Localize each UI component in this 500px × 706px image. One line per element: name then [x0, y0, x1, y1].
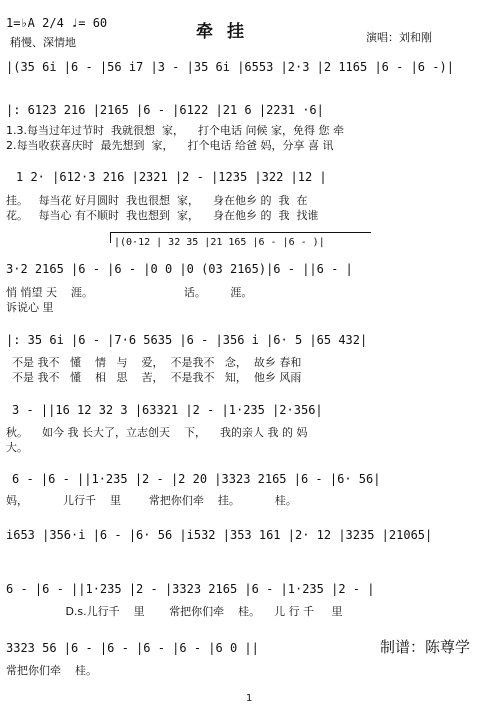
tempo-marking: 稍慢、深情地: [10, 36, 76, 49]
score-system-10-lyric-1: 常把你们牵 桂。: [6, 664, 97, 677]
score-system-10-notes: 3323 56 |6 - |6 - |6 - |6 - |6 0 ||: [6, 641, 259, 655]
score-system-2-notes: |: 6123 216 |2165 |6 - |6122 |21 6 |2231 ·6|: [6, 103, 324, 117]
score-system-3-lyric-1: 挂。 每当花 好月圆时 我也很想 家， 身在他乡 的 我 在: [6, 194, 308, 207]
score-system-6-notes: 3 - ||16 12 32 3 |63321 |2 - |1·235 |2·356|: [12, 403, 323, 417]
score-system-9-lyric-1: D.s.儿行千 里 常把你们牵 桂。 儿 行 千 里: [6, 605, 343, 618]
page-number: 1: [246, 693, 253, 704]
interlude-notes: |(0·12 | 32 35 |21 165 |6 - |6 - )|: [114, 237, 325, 248]
score-system-6-lyric-2: 大。: [6, 441, 28, 454]
score-system-6-lyric-1: 秋。 如今 我 长大了，立志创天 下， 我的亲人 我 的 妈: [6, 426, 308, 439]
score-system-7-notes: 6 - |6 - ||1·235 |2 - |2 20 |3323 2165 |6 - |6· 56|: [12, 472, 381, 486]
key-signature: 1=♭A 2/4 ♩= 60: [6, 16, 108, 30]
score-system-2-lyric-1: 1.3.每当过年过节时 我就很想 家， 打个电话 问候 家，免得 您 牵: [6, 124, 344, 137]
score-system-3-notes: 1 2· |612·3 216 |2321 |2 - |1235 |322 |12 |: [16, 170, 327, 184]
score-system-5-lyric-2: 不是 我不 懂 相 思 苦， 不是我不 知， 他乡 风雨: [12, 371, 302, 384]
singer-credit: 演唱：刘和刚: [366, 31, 432, 44]
score-system-4-notes: 3·2 2165 |6 - |6 - |0 0 |0 (03 2165)|6 - ||6 - |: [6, 262, 353, 276]
score-system-1-notes: |(35 6i |6 - |56 i7 |3 - |35 6i |6553 |2·3 |2 1165 |6 - |6 -)|: [6, 60, 454, 74]
score-system-5-lyric-1: 不是 我不 懂 情 与 爱， 不是我不 念， 故乡 春和: [12, 356, 302, 369]
score-system-2-lyric-2: 2.每当收获喜庆时 最先想到 家， 打个电话 给爸 妈，分享 喜 讯: [6, 139, 334, 152]
transcriber-credit: 制谱：陈尊学: [380, 638, 471, 656]
score-system-7-lyric-1: 妈， 儿行千 里 常把你们牵 挂。 桂。: [6, 494, 297, 507]
score-system-4-lyric-1: 悄 悄望 天 涯。 话。 涯。: [6, 286, 253, 299]
song-title: 牵挂: [196, 22, 258, 42]
score-system-4-lyric-2: 诉说心 里: [6, 301, 54, 314]
score-system-5-notes: |: 35 6i |6 - |7·6 5635 |6 - |356 i |6· 5 |65 432|: [6, 333, 368, 347]
score-system-8-notes: i653 |356·i |6 - |6· 56 |i532 |353 161 |2· 12 |3235 |21065|: [6, 528, 433, 542]
score-system-3-lyric-2: 花。 每当心 有不顺时 我也想到 家， 身在他乡 的 我 找谁: [6, 209, 319, 222]
score-system-9-notes: 6 - |6 - ||1·235 |2 - |3323 2165 |6 - |1·235 |2 - |: [6, 582, 375, 596]
